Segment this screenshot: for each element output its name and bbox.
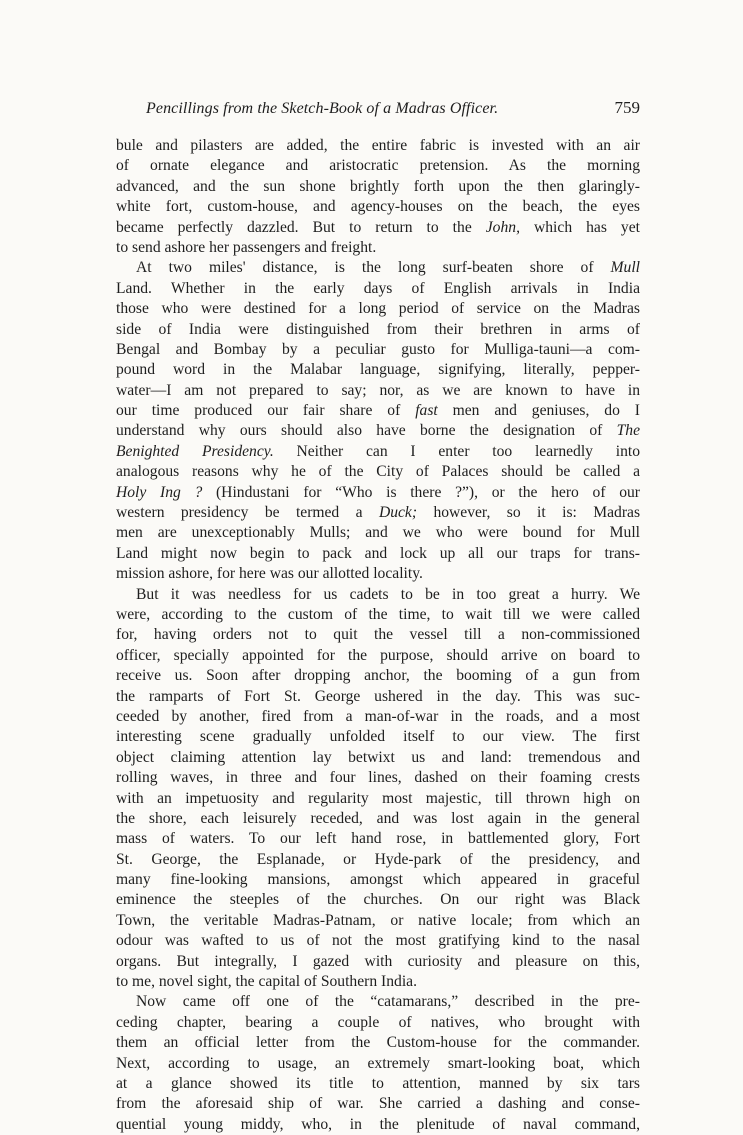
line-text: understand why ours should also have borne the designation of [116, 422, 617, 440]
line-text: At two miles' distance, is the long surf-beaten shore of [136, 259, 611, 277]
line-text: Land. Whether in the early days of English arrivals in India [116, 279, 640, 297]
text-line [116, 890, 640, 910]
text-line [116, 646, 640, 666]
line-text: object claiming attention lay betwixt us and land: tremendous and [116, 748, 640, 766]
italic-text: fast [415, 402, 438, 420]
line-text: organs. But integrally, I gazed with curiosity and pleasure on this, [116, 952, 640, 970]
text-line [116, 666, 640, 686]
text-line [116, 911, 640, 931]
text-line [116, 503, 640, 523]
text-line [116, 564, 640, 584]
italic-text: Mull [610, 259, 640, 277]
italic-text: Duck; [378, 504, 418, 522]
line-text: at a glance showed its title to attention, manned by six tars [116, 1074, 640, 1092]
line-text: Town, the veritable Madras-Patnam, or native locale; from which an [116, 911, 640, 929]
line-text: receive us. Soon after dropping anchor, the booming of a gun from [116, 667, 640, 685]
line-text: mission ashore, for here was our allotted locality. [116, 565, 423, 583]
italic-text: John, [485, 218, 520, 236]
text-line [116, 238, 640, 258]
line-text: for, having orders not to quit the vessel till a non-commissioned [116, 626, 640, 644]
line-text: Next, according to usage, an extremely smart-looking boat, which [116, 1054, 640, 1072]
text-line [116, 972, 640, 992]
line-text: (Hindustani for “Who is there ?”), or the hero of our [202, 483, 641, 501]
text-line [116, 421, 640, 441]
line-text: the shore, each leisurely receded, and was lost again in the general [116, 809, 640, 827]
text-line [116, 483, 640, 503]
text-line [116, 1054, 640, 1074]
text-line [116, 320, 640, 340]
page-number: 759 [614, 98, 640, 117]
line-text: many fine-looking mansions, amongst which appeared in graceful [116, 871, 640, 889]
line-text: eminence the steeples of the churches. On our right was Black [116, 891, 640, 909]
page [116, 98, 640, 1135]
text-line [116, 1074, 640, 1094]
text-line [116, 727, 640, 747]
line-text: western presidency be termed a [116, 504, 379, 522]
text-line [116, 1115, 640, 1135]
text-line [116, 605, 640, 625]
line-text: advanced, and the sun shone brightly forth upon the then glaringly- [116, 177, 640, 195]
text-line [116, 748, 640, 768]
line-text: Land might now begin to pack and lock up all our traps for trans- [116, 544, 640, 562]
body-text [116, 136, 640, 1135]
running-head [116, 98, 640, 126]
italic-text: The [616, 422, 640, 440]
line-text: of ornate elegance and aristocratic pretension. As the morning [116, 157, 640, 175]
text-line [116, 585, 640, 605]
text-line [116, 1013, 640, 1033]
line-text: odour was wafted to us of not the most gratifying kind to the nasal [116, 932, 640, 950]
line-text: men are unexceptionably Mulls; and we who were bound for Mull [116, 524, 640, 542]
text-line [116, 707, 640, 727]
text-line [116, 258, 640, 278]
line-text: side of India were distinguished from their brethren in arms of [116, 320, 640, 338]
line-text: were, according to the custom of the time, to wait till we were called [116, 605, 640, 623]
text-line [116, 809, 640, 829]
line-text: officer, specially appointed for the purpose, should arrive on board to [116, 646, 640, 664]
line-text: white fort, custom-house, and agency-houses on the beach, the eyes [116, 198, 640, 216]
text-line [116, 952, 640, 972]
italic-text: Benighted Presidency. [116, 442, 274, 460]
text-line [116, 156, 640, 176]
running-title: Pencillings from the Sketch-Book of a Madras Officer. [146, 100, 499, 117]
text-line [116, 381, 640, 401]
line-text: from the aforesaid ship of war. She carried a dashing and conse- [116, 1095, 640, 1113]
text-line [116, 360, 640, 380]
line-text: those who were destined for a long period of service on the Madras [116, 300, 640, 318]
text-line [116, 136, 640, 156]
text-line [116, 870, 640, 890]
line-text: men and geniuses, do I [437, 402, 640, 420]
text-line [116, 279, 640, 299]
line-text: But it was needless for us cadets to be in too great a hurry. We [136, 585, 640, 603]
text-line [116, 218, 640, 238]
line-text: quential young middy, who, in the plenitude of naval command, [116, 1115, 640, 1133]
text-line [116, 462, 640, 482]
text-line [116, 789, 640, 809]
line-text: to send ashore her passengers and freight. [116, 238, 377, 256]
line-text: however, so it is: Madras [417, 504, 641, 522]
italic-text: Holy Ing ? [116, 483, 203, 501]
line-text: which has yet [519, 218, 640, 236]
text-line [116, 687, 640, 707]
line-text: analogous reasons why he of the City of Palaces should be called a [116, 463, 640, 481]
text-line [116, 850, 640, 870]
line-text: ceding chapter, bearing a couple of natives, who brought with [116, 1013, 640, 1031]
text-line [116, 299, 640, 319]
line-text: our time produced our fair share of [116, 402, 416, 420]
text-line [116, 1094, 640, 1114]
line-text: St. George, the Esplanade, or Hyde-park of the presidency, and [116, 850, 640, 868]
line-text: with an impetuosity and regularity most majestic, till thrown high on [116, 789, 640, 807]
text-line [116, 1033, 640, 1053]
line-text: them an official letter from the Custom-house for the commander. [116, 1034, 640, 1052]
text-line [116, 992, 640, 1012]
text-line [116, 544, 640, 564]
text-line [116, 931, 640, 951]
line-text: to me, novel sight, the capital of Southern India. [116, 973, 417, 991]
line-text: Now came off one of the “catamarans,” described in the pre- [136, 993, 640, 1011]
text-line [116, 625, 640, 645]
text-line [116, 829, 640, 849]
line-text: ceeded by another, fired from a man-of-war in the roads, and a most [116, 707, 640, 725]
text-line [116, 442, 640, 462]
line-text: Bengal and Bombay by a peculiar gusto for Mulliga-tauni—a com- [116, 340, 640, 358]
line-text: pound word in the Malabar language, signifying, literally, pepper- [116, 361, 640, 379]
text-line [116, 768, 640, 788]
text-line [116, 340, 640, 360]
line-text: Neither can I enter too learnedly into [273, 442, 640, 460]
text-line [116, 177, 640, 197]
line-text: water—I am not prepared to say; nor, as we are known to have in [116, 381, 640, 399]
line-text: bule and pilasters are added, the entire fabric is invested with an air [116, 137, 640, 154]
line-text: became perfectly dazzled. But to return to the [116, 218, 486, 236]
line-text: interesting scene gradually unfolded itself to our view. The first [116, 728, 640, 746]
line-text: rolling waves, in three and four lines, dashed on their foaming crests [116, 769, 640, 787]
line-text: the ramparts of Fort St. George ushered in the day. This was suc- [116, 687, 640, 705]
text-line [116, 401, 640, 421]
text-line [116, 523, 640, 543]
text-line [116, 197, 640, 217]
line-text: mass of waters. To our left hand rose, in battlemented glory, Fort [116, 830, 640, 848]
